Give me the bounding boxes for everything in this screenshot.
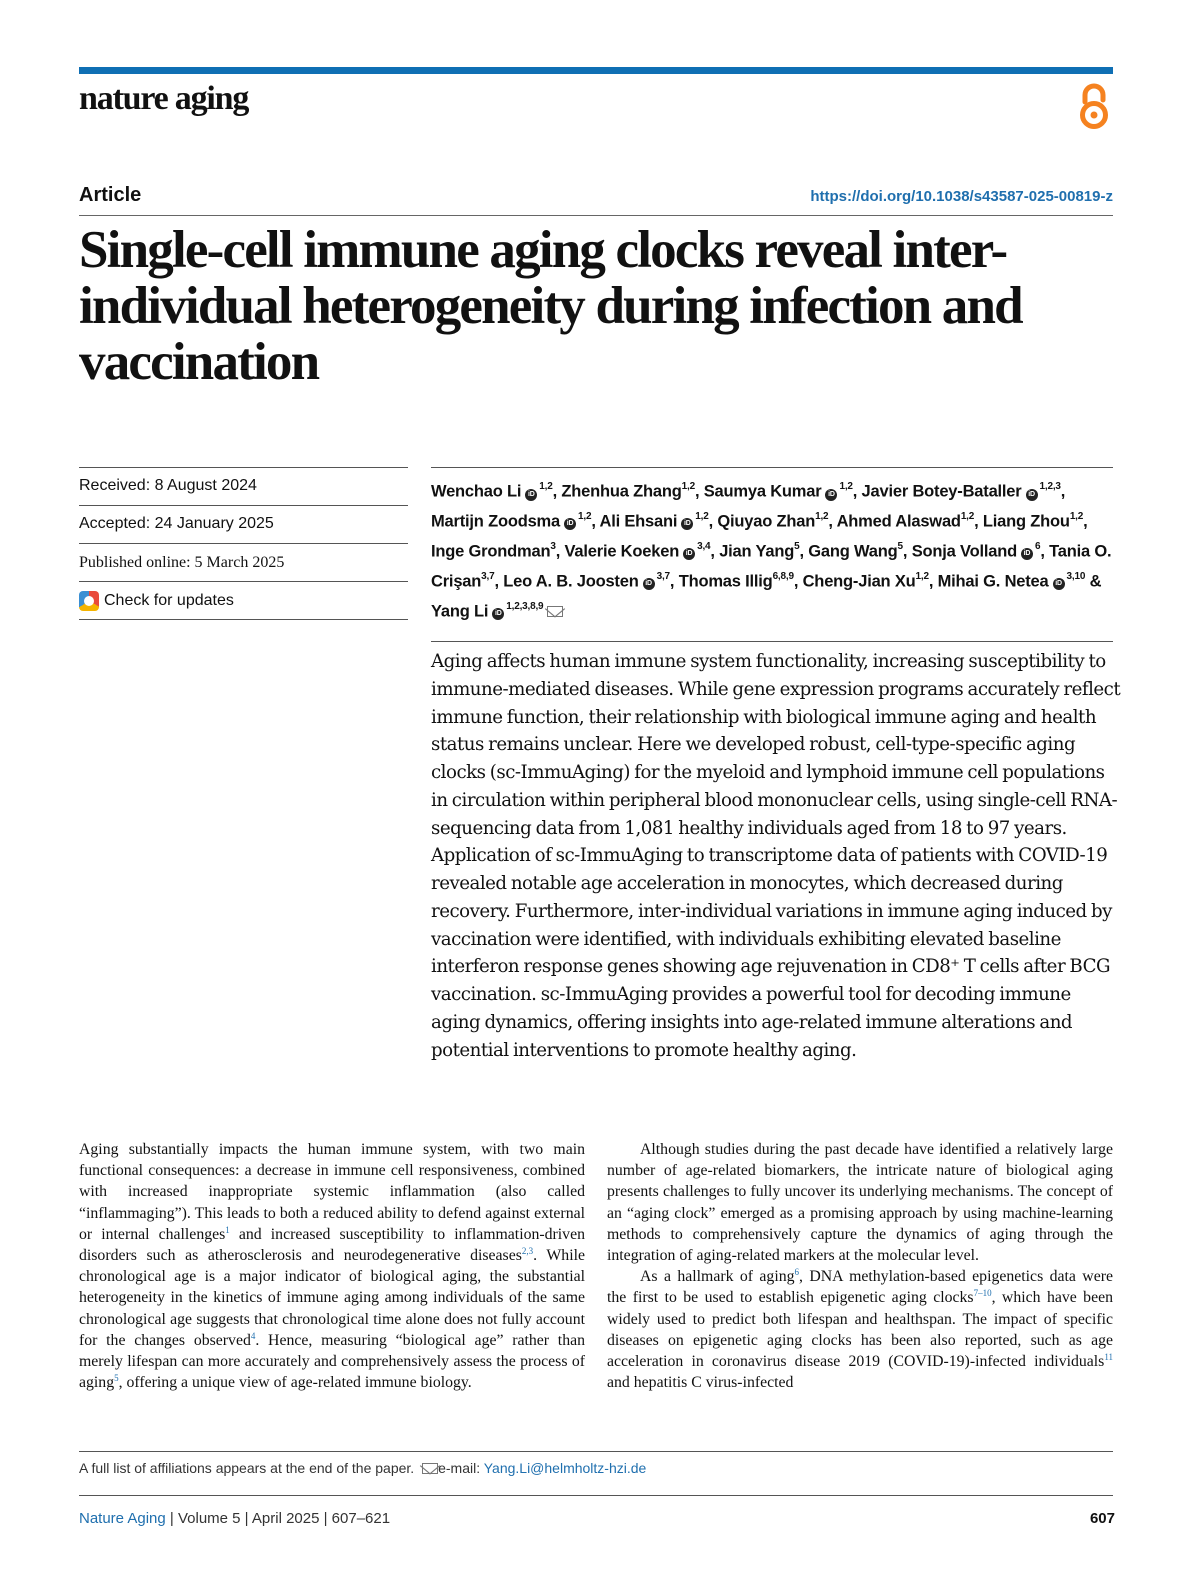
divider xyxy=(431,641,1113,642)
email-link[interactable]: Yang.Li@helmholtz-hzi.de xyxy=(483,1460,647,1476)
email-label: e-mail: xyxy=(438,1460,481,1476)
open-access-icon xyxy=(1074,82,1114,130)
author-separator: , xyxy=(1083,512,1088,531)
author-affiliation: 3,7 xyxy=(656,570,670,582)
divider xyxy=(431,467,1113,468)
author-separator: , xyxy=(591,512,600,531)
author-separator: & xyxy=(1085,572,1102,591)
citation-ref[interactable]: 5 xyxy=(114,1373,119,1384)
body-column-left xyxy=(79,1139,585,1393)
body-text: Although studies during the past decade have identified a relatively large number of age-related biomarkers, the intricate nature of biological aging presents challenges to fully uncover its underlying mechanisms. The concept of an “aging clock” emerged as a promising approach by using machine-learning methods to comprehensively capture the dynamics of aging through the integration of aging-related markers at the molecular level. xyxy=(607,1141,1113,1265)
author-separator: , xyxy=(828,512,837,531)
author-separator: , xyxy=(694,482,704,501)
article-title: Single-cell immune aging clocks reveal inter-individual heterogeneity during infection and vaccination xyxy=(79,221,1022,391)
author-affiliation: 3,7 xyxy=(481,570,495,582)
author-name[interactable]: Saumya Kumar xyxy=(703,482,822,501)
author-name[interactable]: Jian Yang xyxy=(719,542,795,561)
body-text: and hepatitis C virus-infected xyxy=(607,1374,794,1392)
author-name[interactable]: Cheng-Jian Xu xyxy=(802,572,916,591)
author-name[interactable]: Valerie Koeken xyxy=(564,542,680,561)
citation-ref[interactable]: 2,3 xyxy=(521,1246,534,1257)
check-for-updates-button[interactable] xyxy=(79,582,408,620)
journal-logo[interactable]: nature aging xyxy=(79,80,249,117)
author-affiliation: 6 xyxy=(1034,540,1041,552)
author-name[interactable]: Inge Grondman xyxy=(431,542,551,561)
author-separator: , xyxy=(793,572,803,591)
orcid-icon[interactable]: iD xyxy=(643,578,655,590)
citation-ref[interactable]: 6 xyxy=(794,1267,800,1278)
body-column-right xyxy=(607,1139,1113,1393)
orcid-icon[interactable]: iD xyxy=(683,548,695,560)
author-affiliation: 1,2 xyxy=(681,481,695,492)
author-affiliation: 3,10 xyxy=(1066,570,1086,582)
orcid-icon[interactable]: iD xyxy=(1021,548,1033,560)
author-separator: , xyxy=(669,572,679,591)
author-name[interactable]: Ahmed Alaswad xyxy=(836,512,961,531)
author-separator: , xyxy=(710,542,720,561)
author-affiliation: 5 xyxy=(794,540,800,552)
citation-ref[interactable]: 4 xyxy=(250,1330,256,1341)
author-separator: , xyxy=(902,542,912,561)
accepted-date: Accepted: 24 January 2025 xyxy=(79,506,408,544)
author-name[interactable]: Leo A. B. Joosten xyxy=(503,572,639,591)
article-meta xyxy=(79,467,408,620)
author-separator: , xyxy=(552,482,562,501)
author-affiliation: 1,2 xyxy=(1069,510,1084,522)
author-name[interactable]: Martijn Zoodsma xyxy=(431,512,561,531)
author-affiliation: 3 xyxy=(550,540,556,552)
author-affiliation: 5 xyxy=(897,540,903,552)
affiliation-text: A full list of affiliations appears at the end of the paper. xyxy=(79,1460,415,1476)
author-affiliation: 1,2 xyxy=(695,510,709,522)
author-name[interactable]: Mihai G. Netea xyxy=(937,572,1049,591)
body-paragraph xyxy=(607,1266,1113,1393)
footer-details: | Volume 5 | April 2025 | 607–621 xyxy=(165,1510,391,1527)
author-name[interactable]: Liang Zhou xyxy=(982,512,1070,531)
corresponding-email-icon[interactable] xyxy=(547,606,563,617)
orcid-icon[interactable]: iD xyxy=(825,489,837,501)
body-text: , which have been widely used to predict both lifespan and healthspan. The impact of specific diseases on epigenetic aging clocks has been also reported, such as age acceleration in coronavirus disease 2019 (COVID-19)-infected individuals xyxy=(607,1289,1113,1371)
author-affiliation: 1,2 xyxy=(578,510,592,522)
orcid-icon[interactable]: iD xyxy=(1053,578,1065,590)
divider xyxy=(79,1495,1113,1496)
author-list xyxy=(431,475,1121,625)
author-name[interactable]: Wenchao Li xyxy=(431,482,522,501)
author-name[interactable]: Tania O. Crişan xyxy=(431,542,1112,591)
citation-ref[interactable]: 1 xyxy=(225,1224,230,1235)
author-separator: , xyxy=(928,572,938,591)
author-name[interactable]: Zhenhua Zhang xyxy=(561,482,682,501)
author-affiliation: 1,2 xyxy=(915,570,929,582)
body-text: . Hence, measuring “biological age” rather than merely lifespan can more accurately and comprehensively assess the process of aging xyxy=(79,1331,586,1392)
author-name[interactable]: Thomas Illig xyxy=(678,572,773,591)
author-name[interactable]: Yang Li xyxy=(431,602,489,621)
body-text: and increased susceptibility to inflammation-driven disorders such as atherosclerosis and neurodegenerative diseases xyxy=(79,1225,585,1265)
author-affiliation: 1,2,3,8,9 xyxy=(506,600,544,612)
footer-citation xyxy=(79,1510,390,1527)
orcid-icon[interactable]: iD xyxy=(492,608,504,620)
citation-ref[interactable]: 11 xyxy=(1104,1352,1113,1363)
body-text: As a hallmark of aging xyxy=(640,1268,795,1286)
author-affiliation: 1,2 xyxy=(539,481,553,492)
header-accent-bar xyxy=(79,67,1113,74)
check-updates-label: Check for updates xyxy=(104,591,234,609)
body-paragraph xyxy=(607,1139,1113,1266)
author-name[interactable]: Qiuyao Zhan xyxy=(717,512,816,531)
divider xyxy=(79,215,1113,216)
author-name[interactable]: Javier Botey-Bataller xyxy=(861,482,1022,501)
doi-link[interactable]: https://doi.org/10.1038/s43587-025-00819-z xyxy=(810,188,1113,205)
citation-ref[interactable]: 7–10 xyxy=(973,1288,992,1299)
body-paragraph xyxy=(79,1139,585,1393)
author-affiliation: 1,2,3 xyxy=(1039,481,1061,492)
author-separator: , xyxy=(852,482,862,501)
author-name[interactable]: Ali Ehsani xyxy=(599,512,678,531)
affiliation-note xyxy=(79,1460,646,1476)
article-type: Article xyxy=(79,184,142,206)
received-date: Received: 8 August 2024 xyxy=(79,468,408,506)
orcid-icon[interactable]: iD xyxy=(681,518,693,530)
footer-journal-link[interactable]: Nature Aging xyxy=(79,1510,166,1527)
author-affiliation: 1,2 xyxy=(839,481,853,492)
body-text: , offering a unique view of age-related immune biology. xyxy=(118,1374,472,1392)
author-separator: , xyxy=(555,542,565,561)
check-updates-icon xyxy=(79,591,99,611)
body-text: . While chronological age is a major indicator of biological aging, the substantial heterogeneity in the kinetics of immune aging among individuals of the same chronological age suggests that chronological time alone does not fully account for the changes observed xyxy=(79,1247,585,1349)
author-separator: , xyxy=(1060,482,1066,501)
author-name[interactable]: Gang Wang xyxy=(808,542,898,561)
orcid-icon[interactable]: iD xyxy=(564,518,576,530)
orcid-icon[interactable]: iD xyxy=(1026,489,1038,501)
body-text: Aging substantially impacts the human immune system, with two main functional consequences: a decrease in immune cell responsiveness, combined with increased inappropriate systemic inflammation (also called “inflammaging”). This leads to both a reduced ability to defend against external or internal challenges xyxy=(79,1141,585,1243)
author-affiliation: 1,2 xyxy=(815,510,829,522)
orcid-icon[interactable]: iD xyxy=(525,489,537,501)
author-separator: , xyxy=(1040,542,1050,561)
page-number: 607 xyxy=(1089,1510,1115,1527)
author-separator: , xyxy=(494,572,504,591)
email-icon xyxy=(422,1463,438,1474)
author-affiliation: 6,8,9 xyxy=(772,570,794,582)
author-name[interactable]: Sonja Volland xyxy=(911,542,1017,561)
author-affiliation: 1,2 xyxy=(960,510,975,522)
body-text: , DNA methylation-based epigenetics data were the first to be used to establish epigenetic aging clocks xyxy=(607,1268,1113,1307)
published-date: Published online: 5 March 2025 xyxy=(79,544,408,582)
abstract: Aging affects human immune system functionality, increasing susceptibility to immune-mediated diseases. While gene expression programs accurately reflect immune function, their relationship with biological immune aging and health status remains unclear. Here we developed robust, cell-type-specific aging clocks (sc-ImmuAging) for the myeloid and lymphoid immune cell populations in circulation within peripheral blood mononuclear cells, using single-cell RNA-sequencing data from 1,081 healthy individuals aged from 18 to 97 years. Application of sc-ImmuAging to transcriptome data of patients with COVID-19 revealed notable age acceleration in monocytes, which decreased during recovery. Furthermore, inter-individual variations in immune aging induced by vaccination were identified, with individuals exhibiting elevated baseline interferon response genes showing age rejuvenation in CD8⁺ T cells after BCG vaccination. sc-ImmuAging provides a powerful tool for decoding immune aging dynamics, offering insights into age-related immune alterations and potential interventions to promote healthy aging. xyxy=(431,651,1121,1061)
author-separator: , xyxy=(708,512,718,531)
author-affiliation: 3,4 xyxy=(697,540,711,552)
author-separator: , xyxy=(974,512,983,531)
author-separator: , xyxy=(799,542,809,561)
divider xyxy=(79,1451,1113,1452)
